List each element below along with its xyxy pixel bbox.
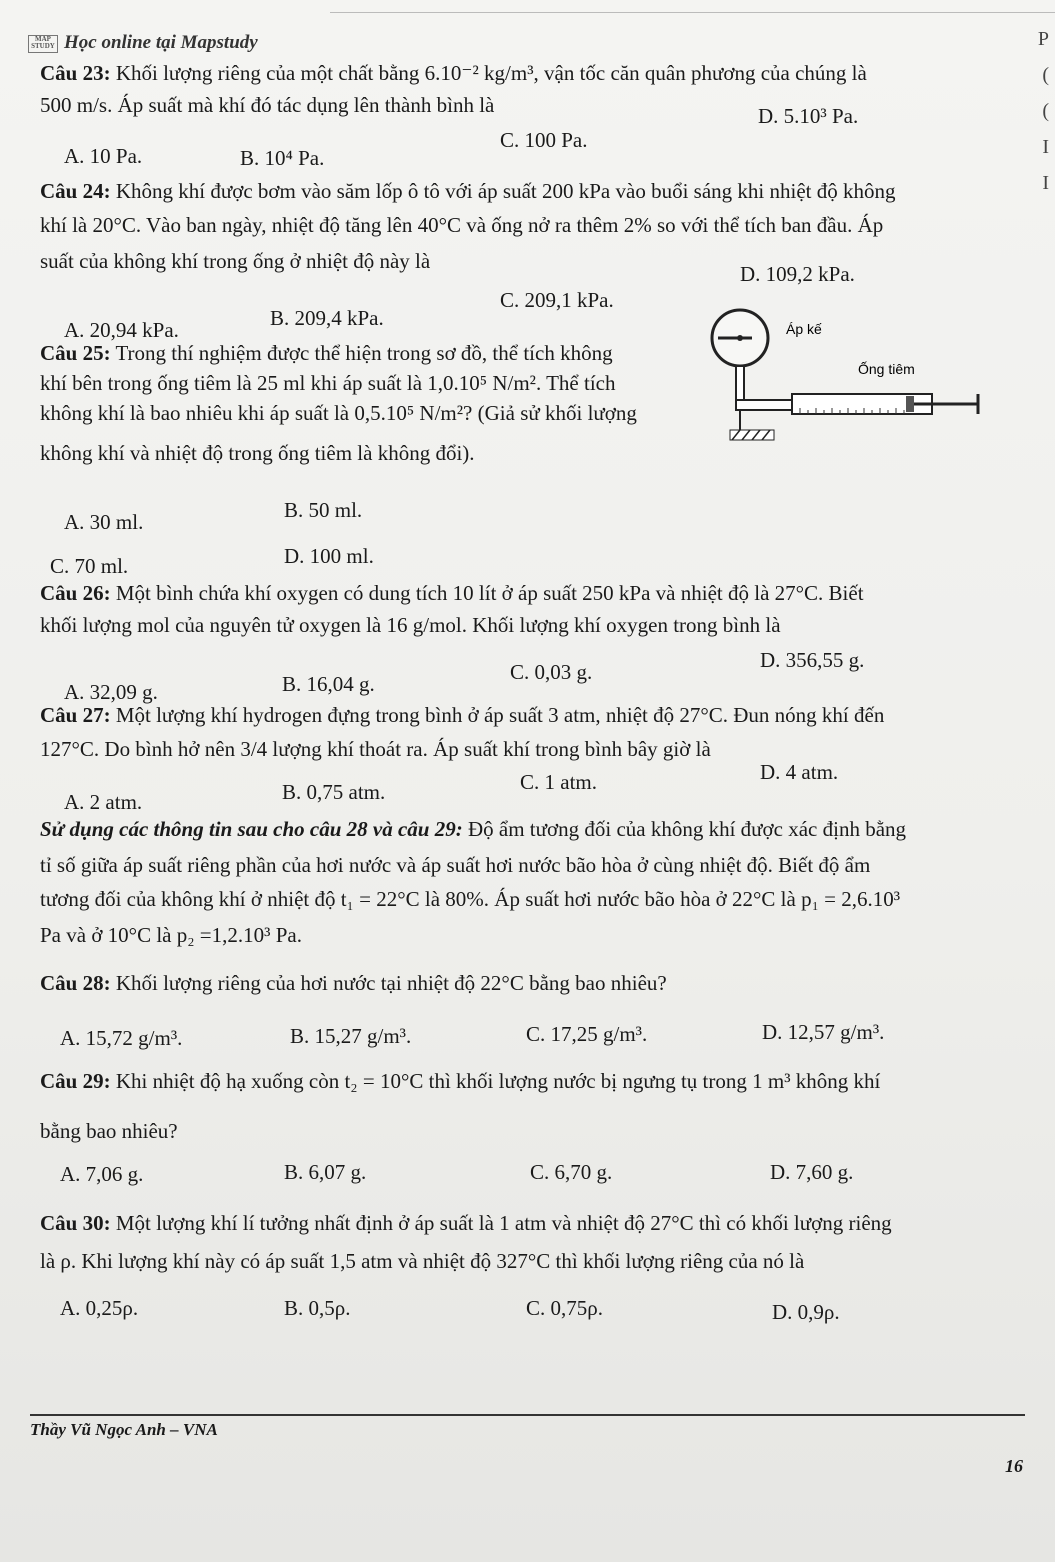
q30-option-a: A. 0,25ρ. [60, 1296, 139, 1320]
q23-line1: Câu 23: Khối lượng riêng của một chất bằng 6.10⁻² kg/m³, vận tốc căn quân phương của chúng là [40, 61, 867, 85]
info-line4: Pa và ở 10°C là p₂ =1,2.10³ Pa. [40, 923, 302, 947]
q26-line2: khối lượng mol của nguyên tử oxygen là 16 g/mol. Khối lượng khí oxygen trong bình là [40, 613, 781, 637]
q30-label: Câu 30: [40, 1211, 111, 1235]
info-line3: tương đối của không khí ở nhiệt độ t₁ = 22°C là 80%. Áp suất hơi nước bão hòa ở 22°C là p₁ = 2,6.10³ [40, 887, 901, 911]
q29-label: Câu 29: [40, 1069, 111, 1093]
edge-mark: I [1042, 136, 1049, 158]
edge-mark: P [1037, 28, 1049, 50]
q28-option-c: C. 17,25 g/m³. [526, 1022, 648, 1046]
connector-elbow [736, 400, 792, 410]
q25-option-c: C. 70 ml. [50, 554, 129, 578]
q28-label: Câu 28: [40, 971, 111, 995]
q23-label: Câu 23: [40, 61, 111, 85]
q24-line1: Câu 24: Không khí được bơm vào săm lốp ô tô với áp suất 200 kPa vào buổi sáng khi nhiệt độ không [40, 179, 896, 203]
q28-line1: Câu 28: Khối lượng riêng của hơi nước tại nhiệt độ 22°C bằng bao nhiêu? [40, 971, 667, 995]
q28-option-a: A. 15,72 g/m³. [60, 1026, 183, 1050]
q25-line1: Câu 25: Trong thí nghiệm được thể hiện trong sơ đồ, thể tích không [40, 341, 613, 365]
q26-option-d: D. 356,55 g. [760, 648, 865, 672]
info-line2: tỉ số giữa áp suất riêng phần của hơi nước và áp suất hơi nước bão hòa ở cùng nhiệt độ. Biết độ ẩm [40, 853, 871, 877]
q26-option-a: A. 32,09 g. [64, 680, 158, 704]
q24-option-a: A. 20,94 kPa. [64, 318, 179, 342]
q23-option-a: A. 10 Pa. [64, 144, 143, 168]
q27-option-c: C. 1 atm. [520, 770, 597, 794]
diagram-svg [700, 304, 990, 464]
edge-mark: ( [1042, 64, 1049, 86]
q30-option-c: C. 0,75ρ. [526, 1296, 603, 1320]
gauge-label: Áp kế [786, 321, 822, 337]
q27-label: Câu 27: [40, 703, 111, 727]
q27-option-b: B. 0,75 atm. [282, 780, 386, 804]
q27-line1: Câu 27: Một lượng khí hydrogen đựng trong bình ở áp suất 3 atm, nhiệt độ 27°C. Đun nóng khí đến [40, 703, 885, 727]
q25-line3: không khí là bao nhiêu khi áp suất là 0,5.10⁵ N/m²? (Giả sử khối lượng [40, 401, 637, 425]
q27-line2: 127°C. Do bình hở nên 3/4 lượng khí thoát ra. Áp suất khí trong bình bây giờ là [40, 737, 711, 761]
q27-option-d: D. 4 atm. [760, 760, 839, 784]
footer-author: Thầy Vũ Ngọc Anh – VNA [30, 1420, 218, 1439]
q24-label: Câu 24: [40, 179, 111, 203]
q29-option-a: A. 7,06 g. [60, 1162, 144, 1186]
q24-option-b: B. 209,4 kPa. [270, 306, 384, 330]
q30-line1: Câu 30: Một lượng khí lí tưởng nhất định ở áp suất là 1 atm và nhiệt độ 27°C thì có khối lượng riêng [40, 1211, 892, 1235]
gauge-pivot [737, 335, 743, 341]
q25-line2: khí bên trong ống tiêm là 25 ml khi áp suất là 1,0.10⁵ N/m². Thể tích [40, 371, 616, 395]
info-lead: Sử dụng các thông tin sau cho câu 28 và câu 29: [40, 817, 463, 841]
q24-line3: suất của không khí trong ống ở nhiệt độ này là [40, 249, 431, 273]
q25-line4: không khí và nhiệt độ trong ống tiêm là không đổi). [40, 441, 475, 465]
q27-option-a: A. 2 atm. [64, 790, 143, 814]
q24-line2: khí là 20°C. Vào ban ngày, nhiệt độ tăng lên 40°C và ống nở ra thêm 2% so với thể tích ban đầu. Áp [40, 213, 884, 237]
q29-option-d: D. 7,60 g. [770, 1160, 854, 1184]
q28-option-d: D. 12,57 g/m³. [762, 1020, 885, 1044]
q30-option-b: B. 0,5ρ. [284, 1296, 351, 1320]
q24-option-d: D. 109,2 kPa. [740, 262, 855, 286]
q23-option-d: D. 5.10³ Pa. [758, 104, 859, 128]
q26-label: Câu 26: [40, 581, 111, 605]
info-line1: Sử dụng các thông tin sau cho câu 28 và câu 29: Độ ẩm tương đối của không khí được xác định bằng [40, 817, 907, 841]
q25-option-b: B. 50 ml. [284, 498, 363, 522]
syringe-plunger-head [906, 396, 914, 412]
edge-mark: I [1042, 172, 1049, 194]
q28-option-b: B. 15,27 g/m³. [290, 1024, 412, 1048]
edge-mark: ( [1042, 100, 1049, 122]
q25-option-a: A. 30 ml. [64, 510, 144, 534]
page-header [28, 32, 258, 54]
q29-line1: Câu 29: Khi nhiệt độ hạ xuống còn t₂ = 10°C thì khối lượng nước bị ngưng tụ trong 1 m³ không khí [40, 1069, 881, 1093]
q25-label: Câu 25: [40, 341, 111, 365]
q26-option-b: B. 16,04 g. [282, 672, 375, 696]
q26-option-c: C. 0,03 g. [510, 660, 593, 684]
q29-option-b: B. 6,07 g. [284, 1160, 367, 1184]
q24-option-c: C. 209,1 kPa. [500, 288, 614, 312]
syringe-gauge-diagram [700, 304, 990, 464]
q29-line2: bằng bao nhiêu? [40, 1119, 178, 1143]
mapstudy-logo: MAP STUDY [28, 35, 58, 53]
q30-option-d: D. 0,9ρ. [772, 1300, 840, 1324]
top-rule [330, 12, 1055, 13]
q25-option-d: D. 100 ml. [284, 544, 374, 568]
q23-line2: 500 m/s. Áp suất mà khí đó tác dụng lên thành bình là [40, 93, 495, 117]
syringe-label: Ống tiêm [858, 361, 915, 377]
header-title: Học online tại Mapstudy [64, 32, 258, 53]
page-number: 16 [1005, 1456, 1023, 1476]
footer-rule [30, 1414, 1025, 1416]
q26-line1: Câu 26: Một bình chứa khí oxygen có dung tích 10 lít ở áp suất 250 kPa và nhiệt độ là 27°C. Biết [40, 581, 864, 605]
q29-option-c: C. 6,70 g. [530, 1160, 613, 1184]
q23-option-b: B. 10⁴ Pa. [240, 146, 325, 170]
q30-line2: là ρ. Khi lượng khí này có áp suất 1,5 atm và nhiệt độ 327°C thì khối lượng riêng của nó là [40, 1249, 805, 1273]
q23-option-c: C. 100 Pa. [500, 128, 588, 152]
